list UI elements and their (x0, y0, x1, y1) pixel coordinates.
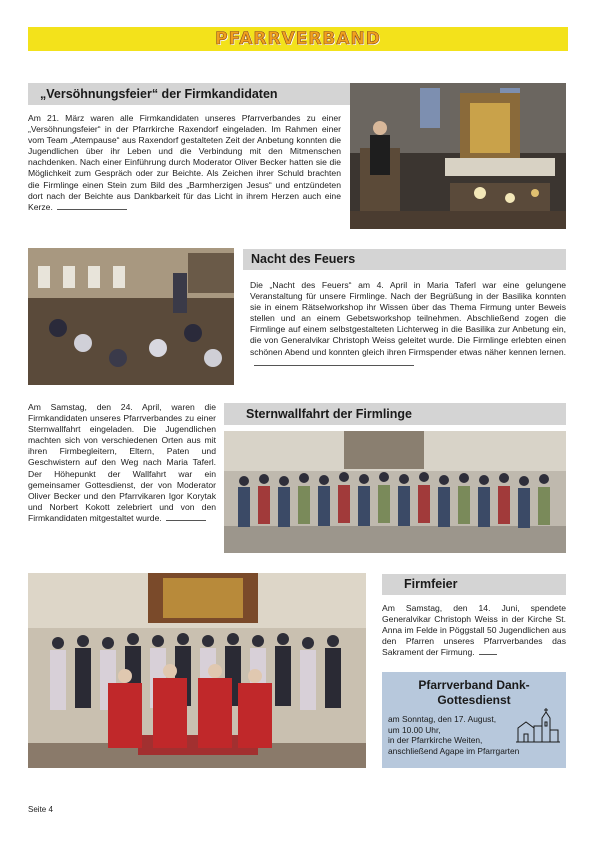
article-nacht-des-feuers-text (250, 280, 566, 369)
article-sternwallfahrt-text (28, 402, 216, 524)
end-rule (57, 209, 127, 210)
photo-church-altar (350, 83, 566, 229)
article-versoehnungsfeier-body: Am 21. März waren alle Firmkandidaten unseres Pfarrverbandes zu einer „Versöhnungsfeier“ in der Pfarrkirche Raxendorf eingeladen. Im Rahmen einer vom Team „Atempause“ aus Raxendorf gestalteten Zeit der Anbetung konnten die Jugendlichen über ihr Leben und die Verbindung mit den Mitmenschen nachdenken. Nach einer Einführung durch Moderator Oliver Becker hatten sie die Möglichkeit zum Gespräch oder zur Beichte. Als Zeichen ihrer Schuld brachten die Firmlinge einen Stein zum Bild des „Barmherzigen Jesus“ und entzündeten dort nach der Beichte aus Dankbarkeit für das Licht in ihrem Herzen auch eine Kerze. (28, 113, 341, 212)
photo-group-pilgrimage (224, 431, 566, 553)
photo-confirmation-group (28, 573, 366, 768)
dank-gottesdienst-box (382, 672, 566, 768)
heading-firmfeier-text: Firmfeier (404, 577, 458, 591)
dank-line-agape: anschließend Agape im Pfarrgarten (388, 745, 520, 756)
heading-firmfeier (382, 574, 566, 595)
end-rule (254, 365, 414, 366)
heading-versoehnungsfeier-text: „Versöhnungsfeier“ der Firmkandidaten (40, 87, 278, 101)
article-versoehnungsfeier-text (28, 113, 341, 213)
heading-nacht-des-feuers-text: Nacht des Feuers (251, 252, 356, 266)
end-rule (479, 654, 497, 655)
dank-title-line2: Gottesdienst (437, 693, 511, 707)
dank-gottesdienst-title (382, 678, 566, 708)
dank-title-line1: Pfarrverband Dank- (418, 678, 530, 692)
church-sketch-icon (516, 708, 560, 744)
heading-versoehnungsfeier (28, 83, 350, 105)
dank-line-time: um 10.00 Uhr, (388, 724, 441, 735)
photo-youth-workshop (28, 248, 234, 385)
end-rule (166, 520, 206, 521)
heading-nacht-des-feuers (243, 249, 566, 270)
article-sternwallfahrt-body: Am Samstag, den 24. April, waren die Firmkandidaten unseres Pfarrverbandes zu einer Sternwallfahrt eingeladen. Die Jugendlichen machten sich von verschiedenen Orten aus mit ihren Firmbegleitern, Eltern, Paten und Geschwistern auf den Weg nach Maria Taferl. Der Höhepunkt der Wallfahrt war ein gemeinsamer Gottesdienst, der von Moderator Oliver Becker und den Pfarrvikaren Igor Korytak und Norbert Kokott zelebriert und von den Firmkandidaten mitgestaltet wurde. (28, 402, 216, 523)
heading-sternwallfahrt (224, 403, 566, 425)
article-firmfeier-body: Am Samstag, den 14. Juni, spendete Generalvikar Christoph Weiss in der Kirche St. Anna im Felde in Pöggstall 50 Jugendlichen aus den Pfarren unseres Pfarrverbandes das Sakrament der Firmung. (382, 603, 566, 658)
article-nacht-des-feuers-body: Die „Nacht des Feuers“ am 4. April in Maria Taferl war eine gelungene Veranstaltung für unsere Firmlinge. Nach der Begrüßung in der Basilika konnten sie in einem Rätselworkshop ihr Wissen über das Thema Firmung unter Beweis stellen und an einem Gebetsworkshop teilnehmen. Abschließend zogen die Firmlinge auf einem selbstgestalteten Lichterweg in die Basilika zur Anbetung ein, die von Generalvikar Christoph Weiss geleitet wurde. Die Firmlinge erlebten einen schönen Abend und konnten gleich ihren Firmspender etwas näher kennen lernen. (250, 280, 566, 357)
section-banner (28, 27, 568, 51)
dank-line-date: am Sonntag, den 17. August, (388, 714, 497, 724)
article-firmfeier-text (382, 603, 566, 658)
page-number: Seite 4 (28, 805, 53, 814)
dank-line-place: in der Pfarrkirche Weiten, (388, 735, 483, 746)
banner-title: PFARRVERBAND (215, 29, 381, 49)
heading-sternwallfahrt-text: Sternwallfahrt der Firmlinge (246, 407, 413, 421)
